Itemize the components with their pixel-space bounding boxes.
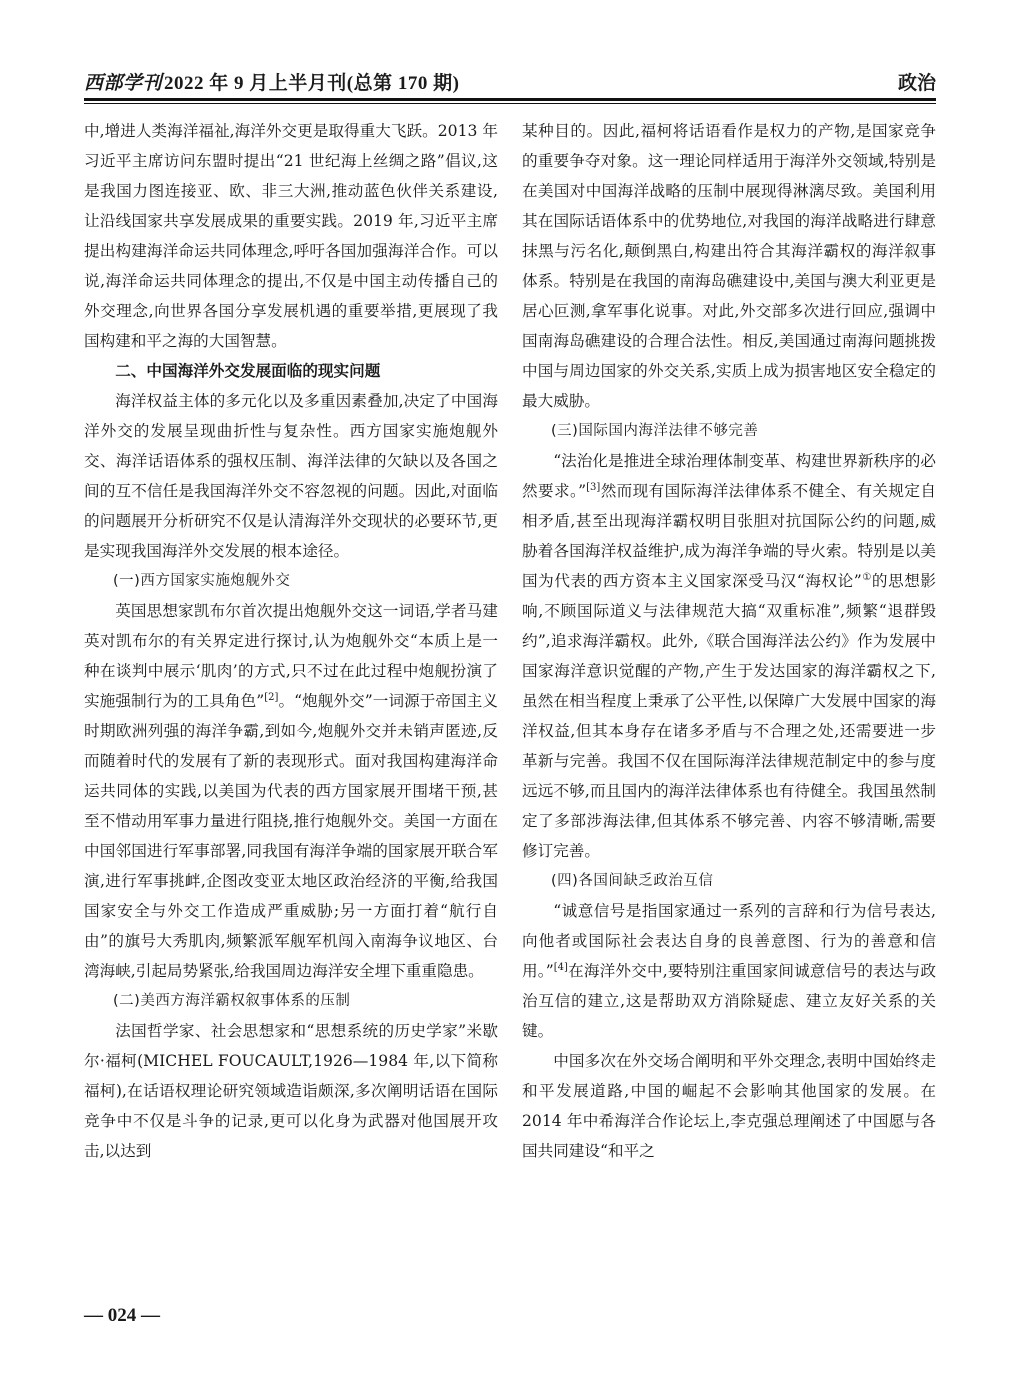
subsection-heading: (四)各国间缺乏政治互信 [551,873,714,889]
left-column [84,116,498,1166]
paragraph: 海洋权益主体的多元化以及多重因素叠加,决定了中国海洋外交的发展呈现曲折性与复杂性。西方国家实施炮舰外交、海洋话语体系的强权压制、海洋法律的欠缺以及各国之间的互不信任是我国海洋外交不容忽视的问题。因此,对面临的问题展开分析研究不仅是认清海洋外交现状的必要环节,更是实现我国海洋外交发展的根本途径。 [84,392,498,560]
right-column [522,116,936,1166]
paragraph-text: 然而现有国际海洋法律体系不健全、有关规定自相矛盾,甚至出现海洋霸权明目张胆对抗国际公约的问题,威胁着各国海洋权益维护,成为海洋争端的导火索。特别是以美国为代表的西方资本主义国家深受马汉“海权论” [522,482,936,590]
paragraph [84,596,498,986]
section-label: 政治 [897,72,936,94]
paragraph-text: 。“炮舰外交”一词源于帝国主义时期欧洲列强的海洋争霸,到如今,炮舰外交并未销声匿迹,反而随着时代的发展有了新的表现形式。面对我国构建海洋命运共同体的实践,以美国为代表的西方国家展开围堵干预,甚至不惜动用军事力量进行阻挠,推行炮舰外交。美国一方面在中国邻国进行军事部署,同我国有海洋争端的国家展开联合军演,进行军事挑衅,企图改变亚太地区政治经济的平衡,给我国国家安全与外交工作造成严重威胁;另一方面打着“航行自由”的旗号大秀肌肉,频繁派军舰军机闯入南海争议地区、台湾海峡,引起局势紧张,给我国周边海洋安全埋下重重隐患。 [84,692,498,980]
subsection-heading: (三)国际国内海洋法律不够完善 [551,423,759,439]
footnote-marker: ① [861,571,872,583]
journal-logo: 西部学刊 [84,73,163,94]
header-rule [84,98,936,101]
running-header [84,66,936,100]
section-heading: 二、中国海洋外交发展面临的现实问题 [115,362,381,380]
paragraph: 中,增进人类海洋福祉,海洋外交更是取得重大飞跃。2013 年习近平主席访问东盟时提出“21 世纪海上丝绸之路”倡议,这是我国力图连接亚、欧、非三大洲,推动蓝色伙伴关系建设,让沿线国家共享发展成果的重要实践。2019 年,习近平主席提出构建海洋命运共同体理念,呼吁各国加强海洋合作。可以说,海洋命运共同体理念的提出,不仅是中国主动传播自己的外交理念,向世界各国分享发展机遇的重要举措,更展现了我国构建和平之海的大国智慧。 [84,122,498,350]
paragraph-text: “法治化是推进全球治理体制变革、构建世界新秩序的必然要求。” [522,452,936,500]
subsection-heading: (二)美西方海洋霸权叙事体系的压制 [113,993,351,1009]
issue-label: 2022 年 9 月上半月刊(总第 170 期) [164,73,460,94]
paragraph [522,446,936,866]
paragraph [522,896,936,1046]
citation-ref: [4] [553,961,568,973]
paragraph-text: 在海洋外交中,要特别注重国家间诚意信号的表达与政治互信的建立,这是帮助双方消除疑虑、建立友好关系的关键。 [522,962,936,1040]
citation-ref: [3] [586,481,601,493]
journal-issue-line [84,68,459,95]
subsection-heading: (一)西方国家实施炮舰外交 [113,573,291,589]
paragraph-text: “诚意信号是指国家通过一系列的言辞和行为信号表达,向他者或国际社会表达自身的良善意图、行为的善意和信用。” [522,902,936,980]
paragraph-text: 的思想影响,不顾国际道义与法律规范大搞“双重标准”,频繁“退群毁约”,追求海洋霸权。此外,《联合国海洋法公约》作为发展中国家海洋意识觉醒的产物,产生于发达国家的海洋霸权之下,虽然在相当程度上秉承了公平性,以保障广大发展中国家的海洋权益,但其本身存在诸多矛盾与不合理之处,还需要进一步革新与完善。我国不仅在国际海洋法律规范制定中的参与度远远不够,而且国内的海洋法律体系也有待健全。我国虽然制定了多部涉海法律,但其体系不够完善、内容不够清晰,需要修订完善。 [522,572,936,860]
paragraph-text: 英国思想家凯布尔首次提出炮舰外交这一词语,学者马建英对凯布尔的有关界定进行探讨,认为炮舰外交“本质上是一种在谈判中展示‘肌肉’的方式,只不过在此过程中炮舰扮演了实施强制行为的工具角色” [84,602,498,710]
paragraph: 法国哲学家、社会思想家和“思想系统的历史学家”米歇尔·福柯(MICHEL FOUCAULT,1926—1984 年,以下简称福柯),在话语权理论研究领域造诣颇深,多次阐明话语在国际竞争中不仅是斗争的记录,更可以化身为武器对他国展开攻击,以达到 [84,1022,498,1160]
paragraph: 某种目的。因此,福柯将话语看作是权力的产物,是国家竞争的重要争夺对象。这一理论同样适用于海洋外交领域,特别是在美国对中国海洋战略的压制中展现得淋漓尽致。美国利用其在国际话语体系中的优势地位,对我国的海洋战略进行肆意抹黑与污名化,颠倒黑白,构建出符合其海洋霸权的海洋叙事体系。特别是在我国的南海岛礁建设中,美国与澳大利亚更是居心叵测,拿军事化说事。对此,外交部多次进行回应,强调中国南海岛礁建设的合理合法性。相反,美国通过南海问题挑拨中国与周边国家的外交关系,实质上成为损害地区安全稳定的最大威胁。 [522,122,936,410]
citation-ref: [2] [264,691,279,703]
header-rule-thin [84,103,936,104]
paragraph: 中国多次在外交场合阐明和平外交理念,表明中国始终走和平发展道路,中国的崛起不会影响其他国家的发展。在 2014 年中希海洋合作论坛上,李克强总理阐述了中国愿与各国共同建设“和平之 [522,1052,936,1160]
page-number: — 024 — [84,1305,160,1326]
